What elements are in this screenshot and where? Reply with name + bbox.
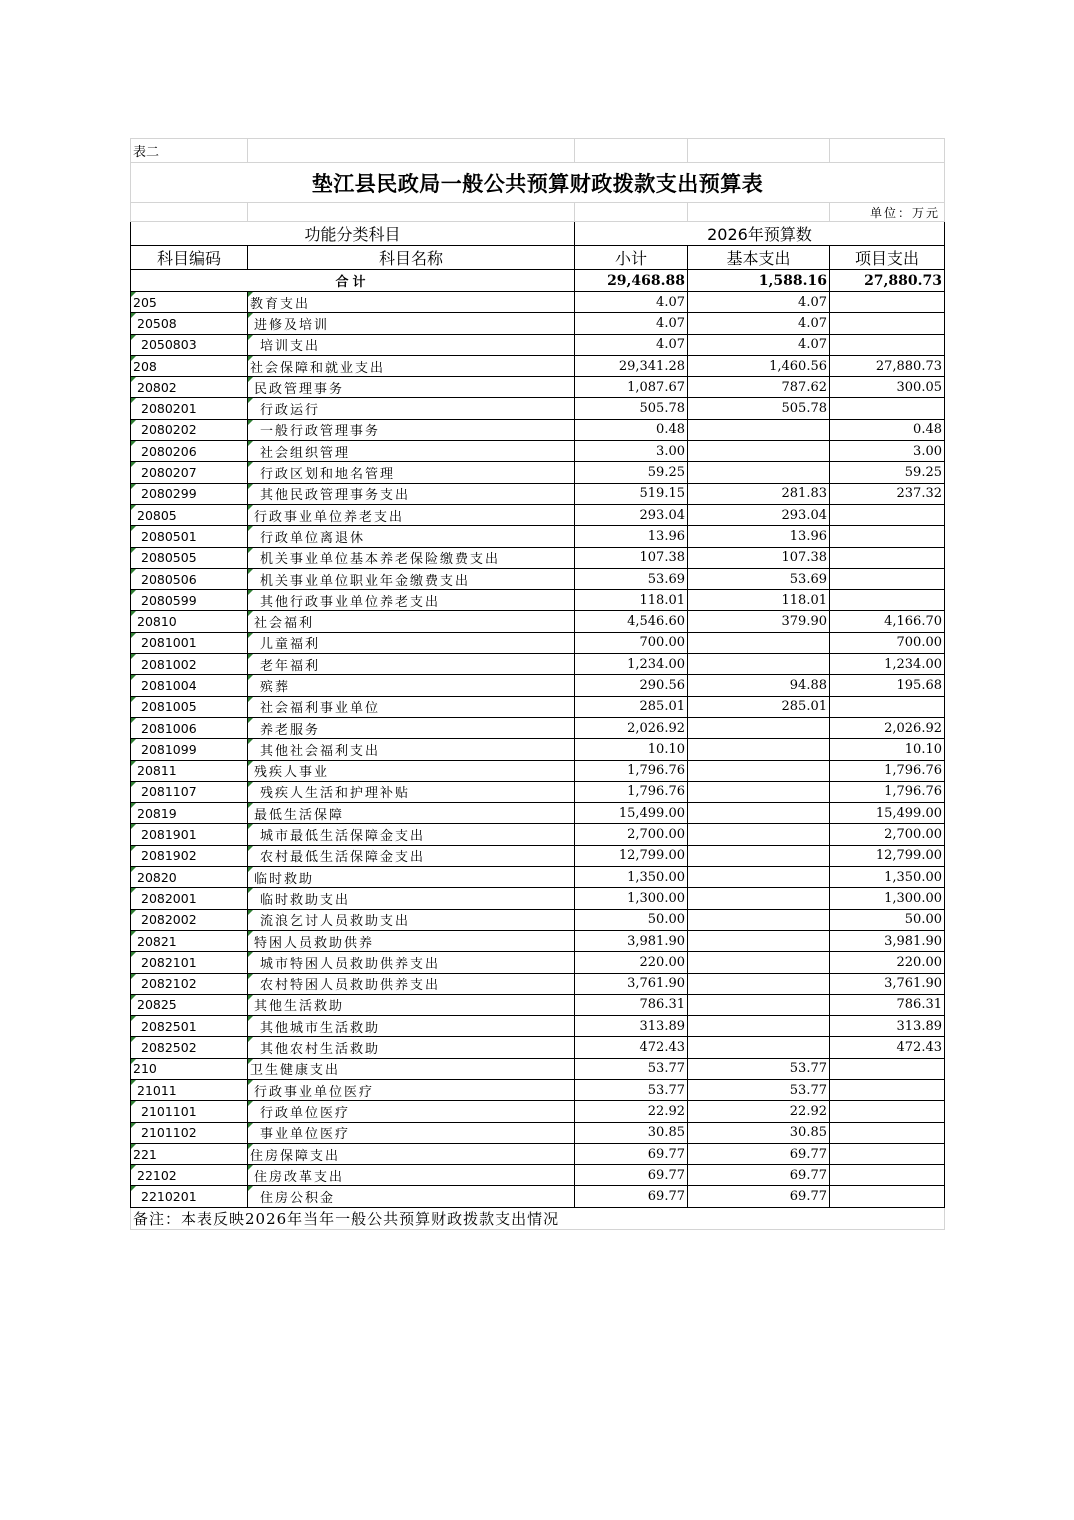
row-project <box>830 568 945 589</box>
row-basic <box>688 462 830 483</box>
row-project: 300.05 <box>830 377 945 398</box>
row-code: 2080206 <box>131 441 248 462</box>
row-basic <box>688 994 830 1015</box>
row-project: 3.00 <box>830 441 945 462</box>
row-basic: 118.01 <box>688 590 830 611</box>
row-name: 流浪乞讨人员救助支出 <box>248 909 575 930</box>
row-basic: 4.07 <box>688 334 830 355</box>
row-project: 1,300.00 <box>830 888 945 909</box>
row-project: 786.31 <box>830 994 945 1015</box>
row-subtotal: 519.15 <box>575 483 688 504</box>
row-project: 0.48 <box>830 419 945 440</box>
row-name: 其他行政事业单位养老支出 <box>248 590 575 611</box>
table-row <box>131 1016 945 1037</box>
row-name: 农村特困人员救助供养支出 <box>248 973 575 994</box>
row-basic: 53.77 <box>688 1058 830 1079</box>
row-subtotal: 69.77 <box>575 1143 688 1164</box>
total-row <box>131 270 945 292</box>
row-code: 22102 <box>131 1165 248 1186</box>
header-subtotal: 小计 <box>575 246 688 270</box>
row-project <box>830 1058 945 1079</box>
row-name: 最低生活保障 <box>248 803 575 824</box>
row-subtotal: 10.10 <box>575 739 688 760</box>
table-row <box>131 590 945 611</box>
row-basic: 69.77 <box>688 1186 830 1207</box>
row-subtotal: 3,761.90 <box>575 973 688 994</box>
table-row <box>131 568 945 589</box>
header-project: 项目支出 <box>830 246 945 270</box>
row-subtotal: 786.31 <box>575 994 688 1015</box>
total-label: 合计 <box>131 270 575 292</box>
row-project <box>830 1122 945 1143</box>
row-basic: 4.07 <box>688 292 830 313</box>
row-subtotal: 4.07 <box>575 292 688 313</box>
row-code: 20820 <box>131 867 248 888</box>
row-code: 2082002 <box>131 909 248 930</box>
row-name: 社会福利事业单位 <box>248 696 575 717</box>
row-basic: 281.83 <box>688 483 830 504</box>
row-subtotal: 285.01 <box>575 696 688 717</box>
row-project: 3,761.90 <box>830 973 945 994</box>
row-basic: 69.77 <box>688 1165 830 1186</box>
row-name: 残疾人生活和护理补贴 <box>248 781 575 802</box>
row-project: 472.43 <box>830 1037 945 1058</box>
row-basic <box>688 419 830 440</box>
row-subtotal: 12,799.00 <box>575 845 688 866</box>
table-row <box>131 1143 945 1164</box>
row-code: 20805 <box>131 504 248 525</box>
row-name: 其他社会福利支出 <box>248 739 575 760</box>
table-row <box>131 909 945 930</box>
table-row <box>131 313 945 334</box>
table-row <box>131 654 945 675</box>
row-code: 2080207 <box>131 462 248 483</box>
row-project: 700.00 <box>830 632 945 653</box>
table-row <box>131 696 945 717</box>
row-basic: 69.77 <box>688 1143 830 1164</box>
row-name: 残疾人事业 <box>248 760 575 781</box>
row-basic <box>688 654 830 675</box>
row-code: 2081006 <box>131 717 248 738</box>
row-code: 20811 <box>131 760 248 781</box>
row-name: 临时救助支出 <box>248 888 575 909</box>
table-row <box>131 462 945 483</box>
row-project: 237.32 <box>830 483 945 504</box>
row-project: 313.89 <box>830 1016 945 1037</box>
title-row <box>131 163 945 203</box>
budget-table <box>130 138 945 1230</box>
row-code: 2082101 <box>131 952 248 973</box>
row-project: 12,799.00 <box>830 845 945 866</box>
row-name: 临时救助 <box>248 867 575 888</box>
row-name: 行政运行 <box>248 398 575 419</box>
table-row <box>131 867 945 888</box>
row-project <box>830 1079 945 1100</box>
row-code: 2080599 <box>131 590 248 611</box>
row-code: 2081004 <box>131 675 248 696</box>
row-code: 210 <box>131 1058 248 1079</box>
row-subtotal: 4,546.60 <box>575 611 688 632</box>
row-code: 2082001 <box>131 888 248 909</box>
row-subtotal: 505.78 <box>575 398 688 419</box>
row-basic: 30.85 <box>688 1122 830 1143</box>
row-subtotal: 22.92 <box>575 1101 688 1122</box>
row-project <box>830 1186 945 1207</box>
row-subtotal: 29,341.28 <box>575 355 688 376</box>
row-basic: 285.01 <box>688 696 830 717</box>
row-project: 1,796.76 <box>830 760 945 781</box>
row-basic <box>688 781 830 802</box>
row-name: 卫生健康支出 <box>248 1058 575 1079</box>
row-code: 2081902 <box>131 845 248 866</box>
row-project: 3,981.90 <box>830 930 945 951</box>
row-name: 社会保障和就业支出 <box>248 355 575 376</box>
row-subtotal: 53.77 <box>575 1058 688 1079</box>
table-row <box>131 739 945 760</box>
table-row <box>131 717 945 738</box>
row-subtotal: 1,350.00 <box>575 867 688 888</box>
row-subtotal: 0.48 <box>575 419 688 440</box>
row-basic <box>688 1037 830 1058</box>
row-code: 2080505 <box>131 547 248 568</box>
total-basic: 1,588.16 <box>688 270 830 292</box>
row-project <box>830 504 945 525</box>
table-row <box>131 1122 945 1143</box>
row-subtotal: 1,796.76 <box>575 781 688 802</box>
row-basic: 379.90 <box>688 611 830 632</box>
row-basic: 53.77 <box>688 1079 830 1100</box>
header-basic: 基本支出 <box>688 246 830 270</box>
table-row <box>131 441 945 462</box>
row-code: 208 <box>131 355 248 376</box>
row-project <box>830 590 945 611</box>
row-subtotal: 118.01 <box>575 590 688 611</box>
row-basic <box>688 888 830 909</box>
table-row <box>131 377 945 398</box>
table-row <box>131 1037 945 1058</box>
table-row <box>131 292 945 313</box>
header-group-row <box>131 222 945 246</box>
row-project: 1,796.76 <box>830 781 945 802</box>
row-project: 220.00 <box>830 952 945 973</box>
row-name: 农村最低生活保障金支出 <box>248 845 575 866</box>
row-name: 行政单位离退休 <box>248 526 575 547</box>
row-code: 2080501 <box>131 526 248 547</box>
row-basic <box>688 952 830 973</box>
header-code: 科目编码 <box>131 246 248 270</box>
row-subtotal: 220.00 <box>575 952 688 973</box>
row-project: 1,350.00 <box>830 867 945 888</box>
table-row <box>131 760 945 781</box>
row-project: 4,166.70 <box>830 611 945 632</box>
row-subtotal: 69.77 <box>575 1186 688 1207</box>
row-name: 行政单位医疗 <box>248 1101 575 1122</box>
row-name: 进修及培训 <box>248 313 575 334</box>
row-basic <box>688 1016 830 1037</box>
row-code: 20810 <box>131 611 248 632</box>
row-basic: 505.78 <box>688 398 830 419</box>
table-row <box>131 1186 945 1207</box>
page-title: 垫江县民政局一般公共预算财政拨款支出预算表 <box>131 163 945 203</box>
row-name: 其他民政管理事务支出 <box>248 483 575 504</box>
row-subtotal: 293.04 <box>575 504 688 525</box>
header-function-group: 功能分类科目 <box>131 222 575 246</box>
row-code: 2082501 <box>131 1016 248 1037</box>
row-subtotal: 3.00 <box>575 441 688 462</box>
row-name: 城市最低生活保障金支出 <box>248 824 575 845</box>
row-code: 2081099 <box>131 739 248 760</box>
row-name: 社会福利 <box>248 611 575 632</box>
row-project: 195.68 <box>830 675 945 696</box>
row-name: 其他城市生活救助 <box>248 1016 575 1037</box>
row-code: 2101102 <box>131 1122 248 1143</box>
row-name: 老年福利 <box>248 654 575 675</box>
row-subtotal: 30.85 <box>575 1122 688 1143</box>
row-basic: 293.04 <box>688 504 830 525</box>
row-project <box>830 334 945 355</box>
table-row <box>131 398 945 419</box>
row-name: 儿童福利 <box>248 632 575 653</box>
row-name: 住房保障支出 <box>248 1143 575 1164</box>
row-code: 21011 <box>131 1079 248 1100</box>
table-tag: 表二 <box>131 139 248 163</box>
table-row <box>131 824 945 845</box>
row-basic <box>688 739 830 760</box>
row-basic <box>688 824 830 845</box>
row-code: 2081002 <box>131 654 248 675</box>
row-subtotal: 1,234.00 <box>575 654 688 675</box>
table-row <box>131 781 945 802</box>
row-name: 培训支出 <box>248 334 575 355</box>
table-row <box>131 888 945 909</box>
row-basic <box>688 973 830 994</box>
row-name: 机关事业单位职业年金缴费支出 <box>248 568 575 589</box>
row-name: 住房改革支出 <box>248 1165 575 1186</box>
row-name: 一般行政管理事务 <box>248 419 575 440</box>
row-project <box>830 1165 945 1186</box>
row-code: 20508 <box>131 313 248 334</box>
row-project <box>830 547 945 568</box>
unit-row <box>131 203 945 222</box>
row-code: 2082102 <box>131 973 248 994</box>
row-subtotal: 313.89 <box>575 1016 688 1037</box>
row-code: 2080299 <box>131 483 248 504</box>
row-project <box>830 1143 945 1164</box>
row-code: 20802 <box>131 377 248 398</box>
table-row <box>131 504 945 525</box>
row-basic <box>688 909 830 930</box>
row-name: 城市特困人员救助供养支出 <box>248 952 575 973</box>
table-row <box>131 952 945 973</box>
row-project: 59.25 <box>830 462 945 483</box>
row-subtotal: 4.07 <box>575 313 688 334</box>
row-project <box>830 292 945 313</box>
row-code: 221 <box>131 1143 248 1164</box>
row-name: 行政事业单位医疗 <box>248 1079 575 1100</box>
row-code: 2101101 <box>131 1101 248 1122</box>
table-row <box>131 632 945 653</box>
row-basic: 787.62 <box>688 377 830 398</box>
row-subtotal: 472.43 <box>575 1037 688 1058</box>
row-subtotal: 13.96 <box>575 526 688 547</box>
row-code: 2081107 <box>131 781 248 802</box>
row-code: 2210201 <box>131 1186 248 1207</box>
row-basic: 1,460.56 <box>688 355 830 376</box>
header-name: 科目名称 <box>248 246 575 270</box>
table-row <box>131 483 945 504</box>
table-row <box>131 675 945 696</box>
row-project: 50.00 <box>830 909 945 930</box>
row-name: 事业单位医疗 <box>248 1122 575 1143</box>
row-subtotal: 2,026.92 <box>575 717 688 738</box>
row-subtotal: 1,300.00 <box>575 888 688 909</box>
table-row <box>131 419 945 440</box>
row-basic <box>688 867 830 888</box>
row-basic <box>688 930 830 951</box>
row-name: 其他农村生活救助 <box>248 1037 575 1058</box>
row-project: 2,026.92 <box>830 717 945 738</box>
row-name: 机关事业单位基本养老保险缴费支出 <box>248 547 575 568</box>
row-code: 2080201 <box>131 398 248 419</box>
row-project <box>830 696 945 717</box>
table-row <box>131 803 945 824</box>
row-project: 15,499.00 <box>830 803 945 824</box>
row-code: 2082502 <box>131 1037 248 1058</box>
row-basic <box>688 803 830 824</box>
table-row <box>131 1101 945 1122</box>
table-row <box>131 526 945 547</box>
row-project: 27,880.73 <box>830 355 945 376</box>
row-name: 养老服务 <box>248 717 575 738</box>
row-subtotal: 3,981.90 <box>575 930 688 951</box>
row-basic: 107.38 <box>688 547 830 568</box>
row-basic: 13.96 <box>688 526 830 547</box>
row-subtotal: 1,087.67 <box>575 377 688 398</box>
row-basic <box>688 441 830 462</box>
row-name: 特困人员救助供养 <box>248 930 575 951</box>
row-name: 住房公积金 <box>248 1186 575 1207</box>
row-code: 2080202 <box>131 419 248 440</box>
table-row <box>131 1058 945 1079</box>
table-row <box>131 845 945 866</box>
table-row <box>131 611 945 632</box>
row-basic <box>688 845 830 866</box>
row-basic: 53.69 <box>688 568 830 589</box>
row-basic <box>688 717 830 738</box>
header-column-row <box>131 246 945 270</box>
table-row <box>131 334 945 355</box>
row-project: 10.10 <box>830 739 945 760</box>
tag-row <box>131 139 945 163</box>
row-project <box>830 1101 945 1122</box>
row-subtotal: 4.07 <box>575 334 688 355</box>
row-code: 2080506 <box>131 568 248 589</box>
row-subtotal: 700.00 <box>575 632 688 653</box>
row-subtotal: 15,499.00 <box>575 803 688 824</box>
row-name: 民政管理事务 <box>248 377 575 398</box>
row-subtotal: 59.25 <box>575 462 688 483</box>
unit-label: 单位：万元 <box>830 203 945 222</box>
row-project: 2,700.00 <box>830 824 945 845</box>
row-subtotal: 107.38 <box>575 547 688 568</box>
note-row <box>131 1207 945 1229</box>
row-project <box>830 398 945 419</box>
row-code: 2081001 <box>131 632 248 653</box>
row-subtotal: 53.77 <box>575 1079 688 1100</box>
row-name: 行政区划和地名管理 <box>248 462 575 483</box>
row-name: 行政事业单位养老支出 <box>248 504 575 525</box>
row-code: 2050803 <box>131 334 248 355</box>
table-row <box>131 1165 945 1186</box>
table-row <box>131 355 945 376</box>
row-subtotal: 2,700.00 <box>575 824 688 845</box>
row-subtotal: 50.00 <box>575 909 688 930</box>
table-row <box>131 1079 945 1100</box>
total-subtotal: 29,468.88 <box>575 270 688 292</box>
row-basic: 22.92 <box>688 1101 830 1122</box>
row-name: 其他生活救助 <box>248 994 575 1015</box>
row-basic: 94.88 <box>688 675 830 696</box>
row-basic <box>688 760 830 781</box>
table-row <box>131 930 945 951</box>
total-project: 27,880.73 <box>830 270 945 292</box>
row-code: 20821 <box>131 930 248 951</box>
row-basic <box>688 632 830 653</box>
row-name: 教育支出 <box>248 292 575 313</box>
row-project <box>830 313 945 334</box>
row-code: 2081901 <box>131 824 248 845</box>
row-code: 20825 <box>131 994 248 1015</box>
row-code: 205 <box>131 292 248 313</box>
row-name: 殡葬 <box>248 675 575 696</box>
row-code: 20819 <box>131 803 248 824</box>
row-subtotal: 69.77 <box>575 1165 688 1186</box>
row-code: 2081005 <box>131 696 248 717</box>
footnote: 备注：本表反映2026年当年一般公共预算财政拨款支出情况 <box>131 1207 945 1229</box>
row-subtotal: 290.56 <box>575 675 688 696</box>
row-subtotal: 1,796.76 <box>575 760 688 781</box>
row-project: 1,234.00 <box>830 654 945 675</box>
table-row <box>131 994 945 1015</box>
row-subtotal: 53.69 <box>575 568 688 589</box>
header-budget-group: 2026年预算数 <box>575 222 945 246</box>
row-name: 社会组织管理 <box>248 441 575 462</box>
table-row <box>131 547 945 568</box>
row-project <box>830 526 945 547</box>
row-basic: 4.07 <box>688 313 830 334</box>
table-row <box>131 973 945 994</box>
